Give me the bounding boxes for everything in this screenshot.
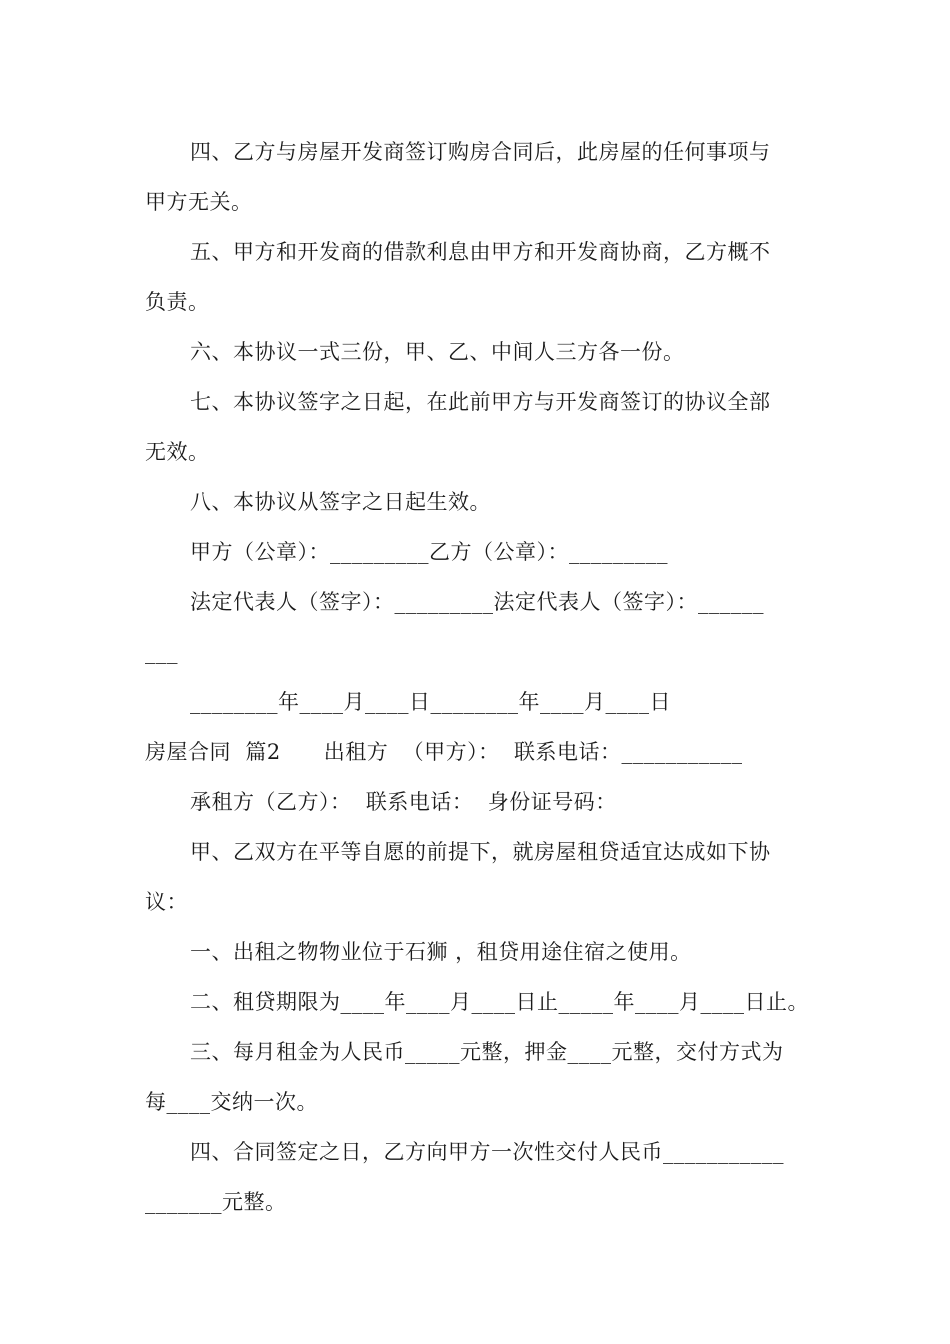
clause-8: 八、本协议从签字之日起生效。 — [190, 490, 491, 514]
lease-clause-2: 二、租贷期限为____年____月____日止_____年____月____日止。 — [190, 990, 809, 1014]
signature-line-1: 法定代表人（签字）：_________法定代表人（签字）：______ — [190, 590, 764, 614]
lease-clause-4-line-2: _______元整。 — [145, 1190, 287, 1214]
contract-2-header: 房屋合同 篇2 出租方 （甲方）： 联系电话：___________ — [145, 740, 743, 764]
lease-clause-3-line-1: 三、每月租金为人民币_____元整，押金____元整，交付方式为 — [190, 1040, 784, 1064]
lease-clause-1: 一、出租之物物业位于石狮 ，租贷用途住宿之使用。 — [190, 940, 692, 964]
seal-line: 甲方（公章）：_________乙方（公章）：_________ — [190, 540, 668, 564]
clause-7-line-2: 无效。 — [145, 440, 210, 464]
preamble-line-1: 甲、乙双方在平等自愿的前提下，就房屋租贷适宜达成如下协 — [190, 840, 771, 864]
clause-6: 六、本协议一式三份，甲、乙、中间人三方各一份。 — [190, 340, 685, 364]
signature-line-2: ___ — [145, 640, 178, 664]
lease-clause-4-line-1: 四、合同签定之日，乙方向甲方一次性交付人民币___________ — [190, 1140, 784, 1164]
clause-7-line-1: 七、本协议签字之日起，在此前甲方与开发商签订的协议全部 — [190, 390, 771, 414]
clause-4-line-1: 四、乙方与房屋开发商签订购房合同后，此房屋的任何事项与 — [190, 140, 771, 164]
clause-5-line-1: 五、甲方和开发商的借款利息由甲方和开发商协商，乙方概不 — [190, 240, 771, 264]
date-line: ________年____月____日________年____月____日 — [190, 690, 671, 714]
clause-5-line-2: 负责。 — [145, 290, 210, 314]
lessee-line: 承租方（乙方）： 联系电话： 身份证号码： — [190, 790, 617, 814]
clause-4-line-2: 甲方无关。 — [145, 190, 253, 214]
preamble-line-2: 议： — [145, 890, 188, 914]
lease-clause-3-line-2: 每____交纳一次。 — [145, 1090, 318, 1114]
